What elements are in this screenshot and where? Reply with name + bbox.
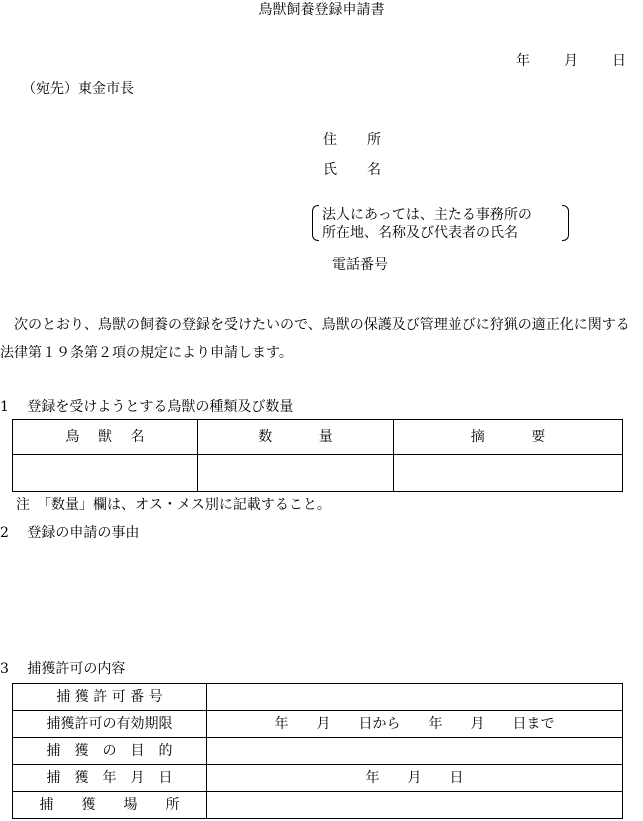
species-quantity-table	[12, 419, 623, 492]
quantity-cell[interactable]	[198, 455, 394, 492]
date-year-label: 年	[516, 53, 530, 69]
capture-purpose-label: 捕 獲 の 目 的	[13, 738, 207, 765]
permit-validity-label: 捕獲許可の有効期限	[13, 711, 207, 738]
permit-validity-cell[interactable]: 年 月 日から 年 月 日まで	[207, 711, 623, 738]
table-header-row	[13, 420, 623, 455]
capture-permit-table	[12, 683, 623, 819]
header-quantity: 数 量	[198, 420, 394, 455]
corporate-note	[312, 205, 569, 241]
capture-purpose-cell[interactable]	[207, 738, 623, 765]
table-row	[13, 684, 623, 711]
table-row	[13, 711, 623, 738]
phone-label: 電話番号	[332, 257, 388, 273]
remarks-cell[interactable]	[394, 455, 623, 492]
section3-heading: 3 捕獲許可の内容	[0, 661, 126, 677]
quantity-note: 注 「数量」欄は、オス・メス別に記載すること。	[16, 497, 331, 513]
capture-location-cell[interactable]	[207, 792, 623, 819]
date-month-label: 月	[564, 53, 578, 69]
table-row	[13, 765, 623, 792]
corporate-note-line-2: 所在地、名称及び代表者の氏名	[322, 225, 518, 241]
header-remarks: 摘 要	[394, 420, 623, 455]
table-row	[13, 738, 623, 765]
permit-number-label: 捕 獲 許 可 番 号	[13, 684, 207, 711]
right-bracket	[562, 205, 569, 241]
document-title: 鳥獣飼養登録申請書	[258, 2, 385, 18]
left-bracket	[312, 205, 319, 241]
addressee: （宛先）東金市長	[22, 81, 134, 97]
capture-date-cell[interactable]: 年 月 日	[207, 765, 623, 792]
capture-date-label: 捕 獲 年 月 日	[13, 765, 207, 792]
section1-heading: 1 登録を受けようとする鳥獣の種類及び数量	[0, 399, 294, 415]
species-cell[interactable]	[13, 455, 198, 492]
address-label: 住 所	[323, 132, 381, 148]
table-row	[13, 792, 623, 819]
capture-location-label: 捕 獲 場 所	[13, 792, 207, 819]
date-day-label: 日	[612, 53, 626, 69]
header-species: 鳥 獣 名	[13, 420, 198, 455]
application-date	[516, 54, 626, 68]
corporate-note-line-1: 法人にあっては、主たる事務所の	[322, 207, 532, 223]
table-row	[13, 455, 623, 492]
permit-number-cell[interactable]	[207, 684, 623, 711]
section2-heading: 2 登録の申請の事由	[0, 525, 140, 541]
name-label: 氏 名	[323, 162, 381, 178]
body-paragraph: 次のとおり、鳥獣の飼養の登録を受けたいので、鳥獣の保護及び管理並びに狩猟の適正化に関する法律第１９条第２項の規定により申請します。	[0, 317, 630, 361]
